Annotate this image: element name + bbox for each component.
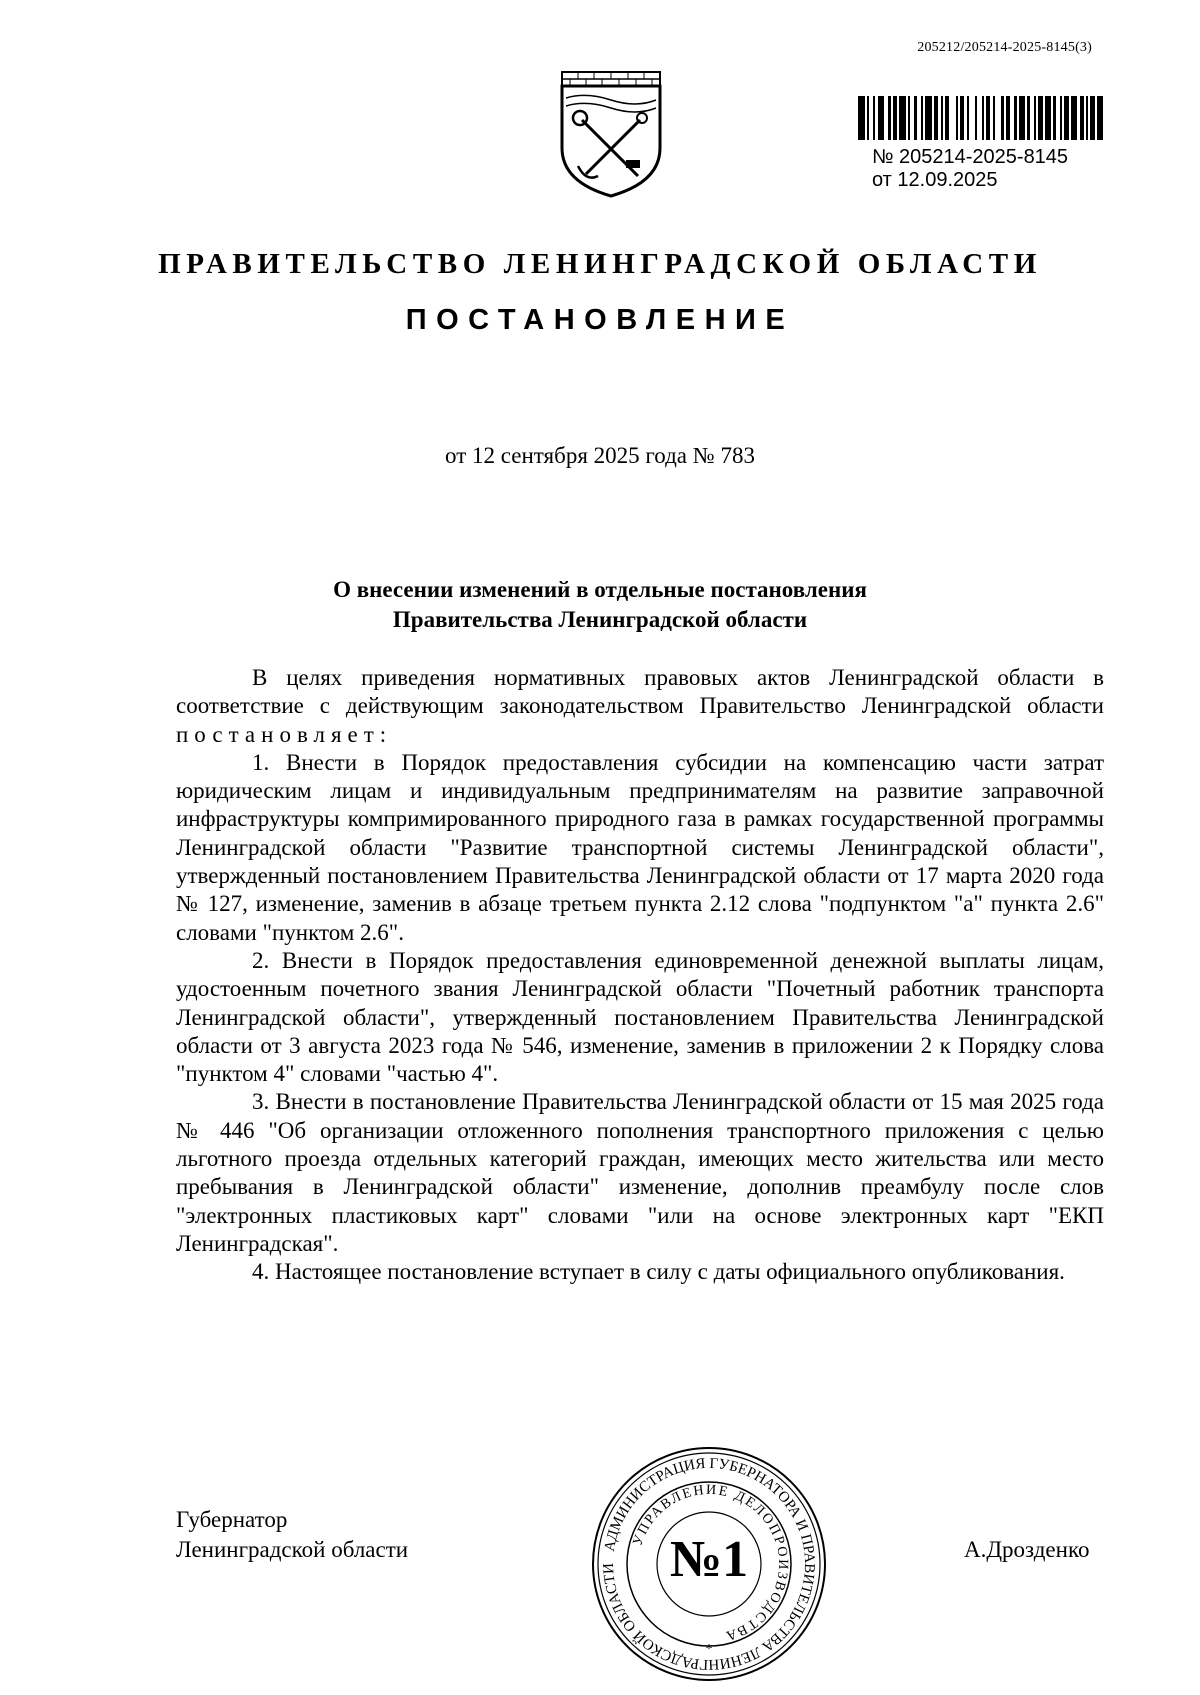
preamble-paragraph: [176, 664, 1104, 749]
stamp-number: №1: [669, 1531, 749, 1588]
stamp-inner-text: УПРАВЛЕНИЕ ДЕЛОПРОИЗВОДСТВА: [630, 1482, 791, 1644]
stamp-ring-text: АДМИНИСТРАЦИЯ ГУБЕРНАТОРА И ПРАВИТЕЛЬСТВА ЛЕНИНГРАДСКОЙ ОБЛАСТИ: [600, 1455, 818, 1673]
svg-text:*: *: [705, 1642, 713, 1657]
body-item-2: 2. Внести в Порядок предоставления единовременной денежной выплаты лицам, удостоенным почетного звания Ленинградской области "Почетный работник транспорта Ленинградской области", утвержденный постановлением Правительства Ленинградской области от 3 августа 2023 года № 546, изменение, заменив в приложении 2 к Порядку слова "пунктом 4" словами "частью 4".: [176, 947, 1104, 1087]
signatory-name: А.Дрозденко: [964, 1537, 1090, 1562]
signatory-position: [176, 1505, 408, 1565]
position-line-1: Губернатор: [176, 1507, 288, 1532]
document-type-header: ПОСТАНОВЛЕНИЕ: [405, 304, 795, 336]
document-body: [176, 664, 1104, 1287]
registration-number: № 205214-2025-8145: [872, 146, 1069, 168]
title-line-1: О внесении изменений в отдельные постановления: [333, 577, 867, 602]
preamble-text: В целях приведения нормативных правовых актов Ленинградской области в соответствие с действующим законодательством Правительство Ленинградской области: [176, 665, 1104, 719]
body-item-4: 4. Настоящее постановление вступает в силу с даты официального опубликования.: [252, 1259, 1065, 1285]
coat-of-arms-icon: [556, 70, 666, 200]
body-item-3: 3. Внести в постановление Правительства Ленинградской области от 15 мая 2025 года № 446 "Об организации отложенного пополнения транспортного приложения с целью льготного проезда отдельных категорий граждан, имеющих место жительства или место пребывания в Ленинградской области" изменение, дополнив преамбулу после слов "электронных пластиковых карт" словами "или на основе электронных карт "ЕКП Ленинградская".: [176, 1089, 1104, 1256]
position-line-2: Ленинградской области: [176, 1537, 409, 1562]
government-header: ПРАВИТЕЛЬСТВО ЛЕНИНГРАДСКОЙ ОБЛАСТИ: [158, 248, 1042, 280]
document-title: [0, 575, 1200, 635]
body-item-1: 1. Внести в Порядок предоставления субсидии на компенсацию части затрат юридическим лицам и индивидуальным предпринимателям на развитие заправочной инфраструктуры компримированного природного газа в рамках государственной программы Ленинградской области "Развитие транспортной системы Ленинградской области", утвержденный постановлением Правительства Ленинградской области от 17 марта 2020 года № 127, изменение, заменив в абзаце третьем пункта 2.12 слова "подпунктом "а" пункта 2.6" словами "пунктом 2.6".: [176, 749, 1104, 945]
document-code: 205212/205214-2025-8145(3): [917, 40, 1092, 55]
barcode-bar: [1097, 96, 1104, 140]
resolves-word: постановляет:: [176, 721, 393, 747]
barcode: [858, 96, 1104, 140]
registration-block: [872, 146, 1068, 192]
document-date-number: от 12 сентября 2025 года № 783: [445, 443, 755, 468]
title-line-2: Правительства Ленинградской области: [392, 607, 808, 632]
registration-date: от 12.09.2025: [872, 169, 998, 191]
